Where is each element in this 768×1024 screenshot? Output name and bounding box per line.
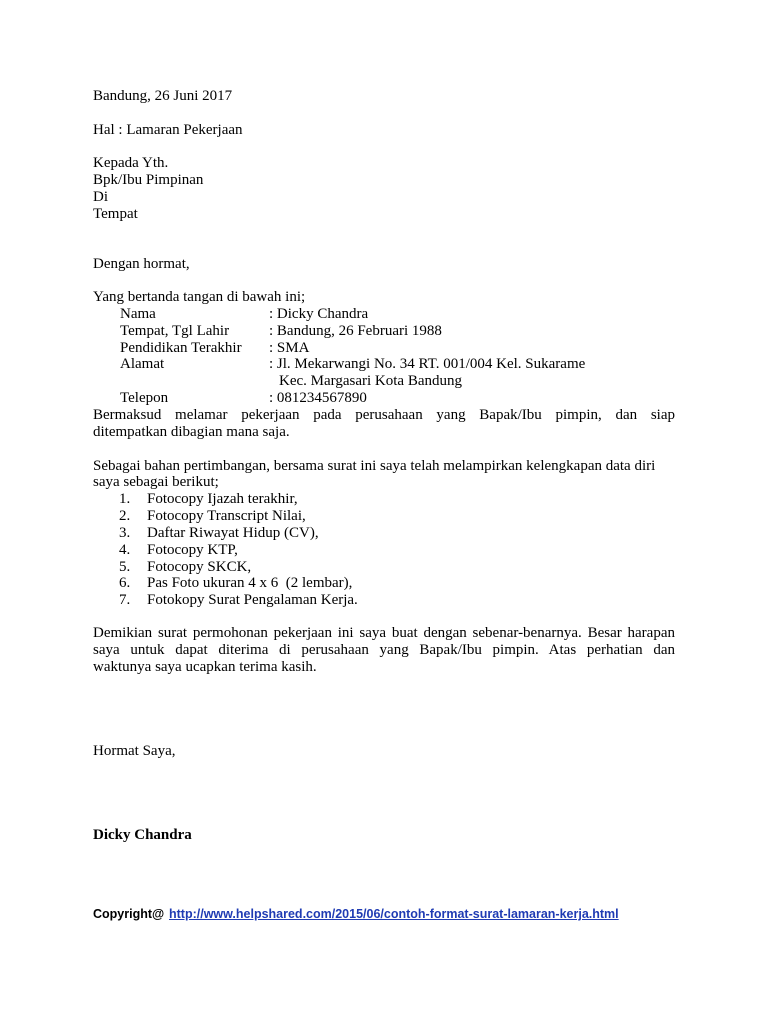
recipient-line: Bpk/Ibu Pimpinan [93, 172, 204, 188]
list-item: Pas Foto ukuran 4 x 6 (2 lembar), [147, 575, 353, 591]
list-number: 2. [119, 508, 131, 524]
field-label-telepon: Telepon [120, 390, 169, 406]
attachments-intro-line: saya sebagai berikut; [93, 474, 219, 490]
recipient-line: Di [93, 189, 108, 205]
intro-line: Yang bertanda tangan di bawah ini; [93, 289, 306, 305]
field-value-telepon: : 081234567890 [269, 390, 367, 406]
signature-name: Dicky Chandra [93, 827, 192, 843]
source-link[interactable]: http://www.helpshared.com/2015/06/contoh-format-surat-lamaran-kerja.html [169, 907, 619, 921]
date-line: Bandung, 26 Juni 2017 [93, 88, 233, 104]
closing-line: Demikian surat permohonan pekerjaan ini saya buat dengan sebenar-benarnya. Besar harapan [93, 625, 675, 641]
list-number: 5. [119, 559, 131, 575]
list-item: Daftar Riwayat Hidup (CV), [147, 525, 319, 541]
signoff: Hormat Saya, [93, 743, 176, 759]
purpose-line: Bermaksud melamar pekerjaan pada perusahaan yang Bapak/Ibu pimpin, dan siap [93, 407, 675, 423]
field-value-alamat: : Jl. Mekarwangi No. 34 RT. 001/004 Kel. Sukarame [269, 356, 586, 372]
recipient-line: Tempat [93, 206, 138, 222]
list-number: 3. [119, 525, 131, 541]
closing-line: waktunya saya ucapkan terima kasih. [93, 659, 317, 675]
list-number: 6. [119, 575, 131, 591]
closing-line: saya untuk dapat diterima di perusahaan yang Bapak/Ibu pimpin. Atas perhatian dan [93, 642, 675, 658]
field-value-ttl: : Bandung, 26 Februari 1988 [269, 323, 442, 339]
list-item: Fotocopy Ijazah terakhir, [147, 491, 298, 507]
list-number: 1. [119, 491, 131, 507]
field-label-ttl: Tempat, Tgl Lahir [120, 323, 230, 339]
field-value-nama: : Dicky Chandra [269, 306, 369, 322]
copyright-label: Copyright@ [93, 907, 165, 921]
list-item: Fotocopy Transcript Nilai, [147, 508, 306, 524]
field-value-alamat-line2: Kec. Margasari Kota Bandung [279, 373, 463, 389]
attachments-intro-line: Sebagai bahan pertimbangan, bersama surat ini saya telah melampirkan kelengkapan data diri [93, 458, 656, 474]
field-label-nama: Nama [120, 306, 156, 322]
field-label-pendidikan: Pendidikan Terakhir [120, 340, 242, 356]
list-item: Fotocopy SKCK, [147, 559, 252, 575]
list-number: 7. [119, 592, 131, 608]
list-number: 4. [119, 542, 131, 558]
field-label-alamat: Alamat [120, 356, 165, 372]
subject-line: Hal : Lamaran Pekerjaan [93, 122, 243, 138]
list-item: Fotokopy Surat Pengalaman Kerja. [147, 592, 358, 608]
list-item: Fotocopy KTP, [147, 542, 238, 558]
salutation: Dengan hormat, [93, 256, 190, 272]
recipient-line: Kepada Yth. [93, 155, 169, 171]
purpose-line: ditempatkan dibagian mana saja. [93, 424, 290, 440]
field-value-pendidikan: : SMA [269, 340, 310, 356]
